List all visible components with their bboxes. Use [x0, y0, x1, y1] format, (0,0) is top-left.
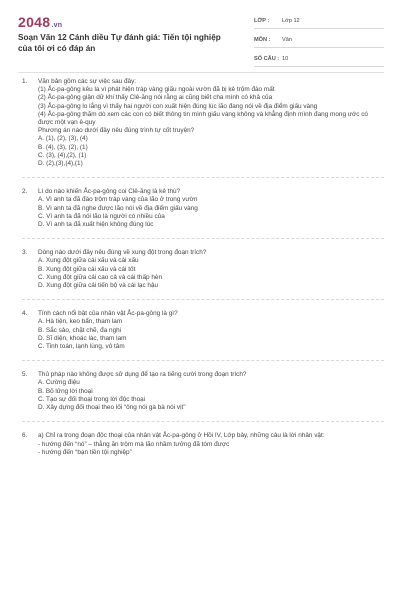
question-body [38, 249, 384, 290]
question-divider [22, 177, 384, 179]
question-text: Dòng nào dưới đây nêu đúng về xung đột trong đoạn trích? [38, 249, 207, 257]
question-text: Lí do nào khiến Ắc-pa-gông coi Clê-ăng là kẻ thù? [38, 188, 181, 196]
question-text: (4) Ắc-pa-gông thăm dò xem các con có biết thông tin mình giấu vàng không và khẳng định mình đang mong ước có được một vạn ê-quy [38, 110, 368, 127]
question-number: 2. [22, 188, 28, 196]
question-body [38, 432, 384, 457]
meta-key: SỐ CÂU : [254, 56, 280, 62]
question-divider [22, 299, 384, 301]
question-item [22, 310, 384, 351]
meta-row-subject [254, 33, 384, 48]
meta-key: LỚP : [254, 18, 270, 24]
question-divider [22, 238, 384, 240]
answer-option[interactable]: D. (2),(3),(4),(1) [38, 160, 83, 168]
question-text: (2) Ắc-pa-gông giận dữ khi thấy Clê-ăng nói rằng ai cũng biết cha mình có khả của [38, 94, 273, 102]
question-text: - hướng đến “nó” – thằng ăn trộm mà lão nhầm tưởng đã tóm được [38, 440, 230, 448]
answer-option[interactable]: D. Xây dựng đối thoại theo lối “ông nói gà bà nói vịt” [38, 404, 186, 412]
logo-domain: .vn [51, 22, 63, 29]
answer-option[interactable]: C. Tạo sự đối thoại trong lời độc thoại [38, 395, 146, 403]
answer-option[interactable]: D. Sĩ diện, khoác lác, tham lam [38, 334, 127, 342]
question-text: Tính cách nổi bật của nhân vật Ắc-pa-gông là gì? [38, 310, 178, 318]
answer-option[interactable]: B. Vì anh ta đã nghe được lão nói về địa điểm giấu vàng [38, 204, 198, 212]
header-divider [18, 72, 384, 73]
question-body [38, 310, 384, 351]
answer-option[interactable]: A. Hà tiện, keo bẩn, tham lam [38, 318, 123, 326]
meta-value: 10 [282, 56, 289, 62]
answer-option[interactable]: B. Bỏ lửng lời thoại [38, 387, 93, 395]
answer-option[interactable]: B. Sắc sảo, chặt chẽ, đa nghi [38, 326, 122, 334]
meta-value: Văn [282, 37, 292, 43]
question-text: - hướng đến “bạn tiền tội nghiệp” [38, 448, 132, 456]
question-text: Thủ pháp nào không được sử dụng để tạo ra tiếng cười trong đoạn trích? [38, 371, 247, 379]
question-divider [22, 360, 384, 362]
question-number: 5. [22, 371, 28, 379]
answer-option[interactable]: D. Xung đột giữa cái tiến bộ và cái lạc hậu [38, 282, 159, 290]
logo-main: 2048 [18, 14, 51, 30]
answer-option[interactable]: D. Vì anh ta đã xuất hiện không đúng lúc [38, 221, 154, 229]
question-item [22, 188, 384, 229]
meta-row-count [254, 52, 384, 67]
question-number: 4. [22, 310, 28, 318]
question-body [38, 371, 384, 412]
question-number: 6. [22, 432, 28, 440]
answer-option[interactable]: A. Vì anh ta đã đào trộm tráp vàng của lão ở trong vườn [38, 196, 198, 204]
page-title: Soạn Văn 12 Cánh diều Tự đánh giá: Tiến tội nghiệp của tôi ơi có đáp án [18, 33, 221, 53]
question-item [22, 432, 384, 457]
question-item [22, 249, 384, 290]
answer-option[interactable]: B. (4), (3), (2), (1) [38, 143, 88, 151]
answer-option[interactable]: B. Xung đột giữa cái xấu và cái tốt [38, 265, 136, 273]
meta-value: Lớp 12 [282, 18, 300, 24]
answer-option[interactable]: A. Cường điệu [38, 379, 80, 387]
question-number: 1. [22, 78, 28, 85]
answer-option[interactable]: C. Xung đột giữa cái cao cả và cái thấp hèn [38, 273, 163, 281]
question-text: (1) Ắc-pa-gông kêu la vì phát hiện tráp vàng giấu ngoài vườn đã bị kẻ trộm đào mất [38, 86, 275, 94]
question-text: a) Chỉ ra trong đoạn độc thoại của nhân vật Ắc-pa-gông ở Hồi IV, Lớp bảy, những câu là lời nhân vật: [38, 432, 325, 440]
answer-option[interactable]: C. Vì anh ta đã nói lão là người có nhiều của [38, 212, 165, 220]
answer-option[interactable]: A. (1), (2), (3), (4) [38, 135, 88, 143]
site-logo[interactable] [18, 14, 62, 30]
question-text: Văn bản gồm các sự việc sau đây: [38, 78, 137, 85]
question-divider [22, 421, 384, 423]
meta-row-class [254, 14, 384, 29]
question-body [38, 78, 384, 168]
question-number: 3. [22, 249, 28, 257]
answer-option[interactable]: C. Tinh toán, lạnh lùng, vô tâm [38, 343, 125, 351]
question-item [22, 78, 384, 168]
question-body [38, 188, 384, 229]
answer-option[interactable]: C. (3), (4),(2), (1) [38, 151, 87, 159]
question-text: (3) Ắc-pa-gông lo lắng vì thấy hai người con xuất hiện đúng lúc lão đang nói về địa điểm giấu vàng [38, 102, 318, 110]
question-list [22, 78, 384, 457]
meta-key: MÔN : [254, 37, 271, 43]
question-item [22, 371, 384, 412]
question-text: Phương án nào dưới đây nêu đúng trình tự cốt truyện? [38, 127, 195, 135]
answer-option[interactable]: A. Xung đột giữa cái xấu và cái xấu [38, 257, 139, 265]
meta-panel [254, 14, 384, 67]
